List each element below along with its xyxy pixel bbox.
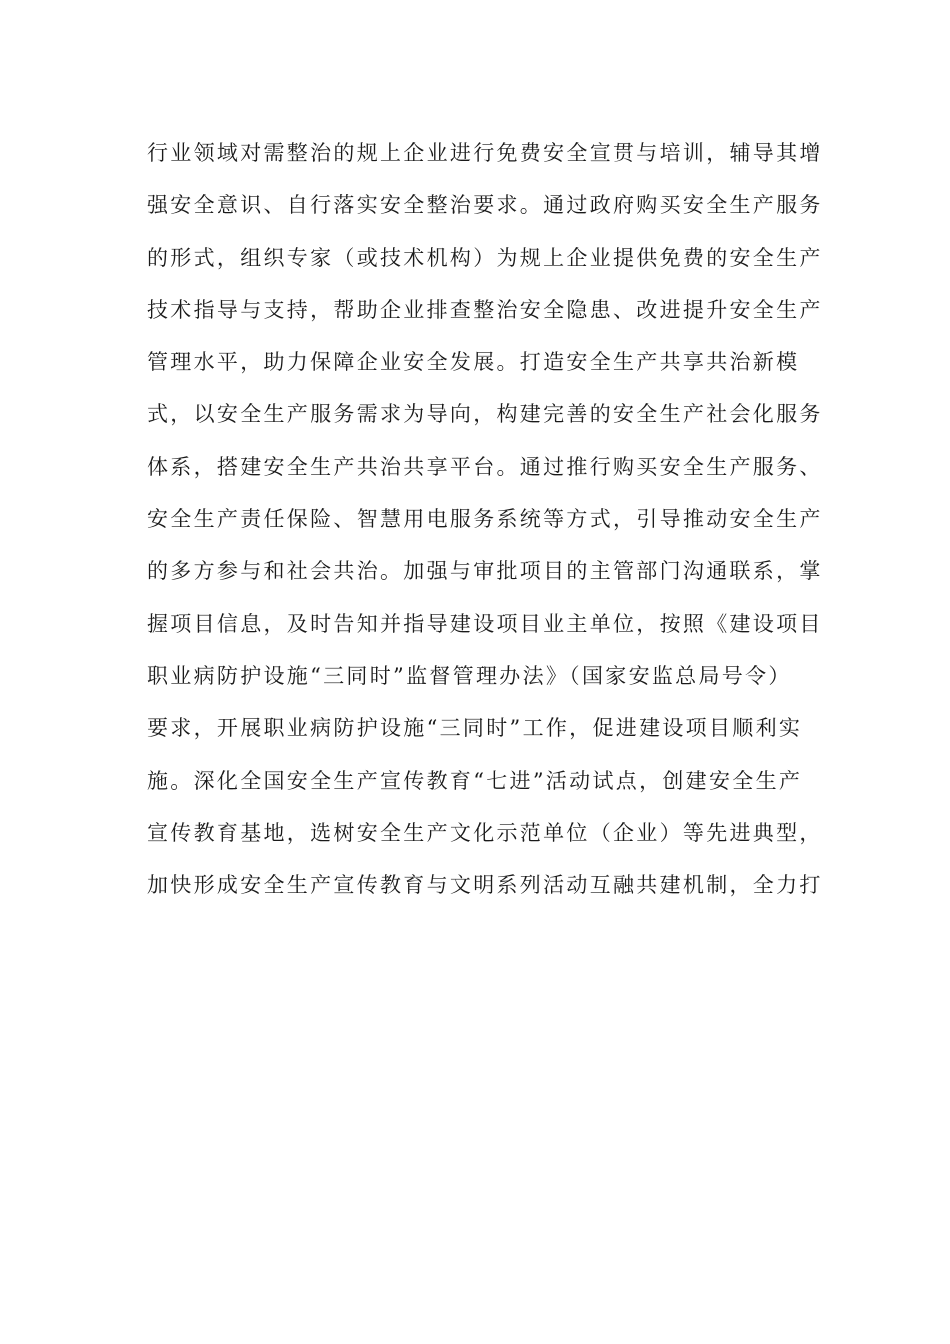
- text-line: 强安全意识、自行落实安全整治要求。通过政府购买安全生产服务: [147, 193, 823, 218]
- text-line: 式，以安全生产服务需求为导向，构建完善的安全生产社会化服务: [147, 402, 823, 427]
- text-line: 的形式，组织专家（或技术机构）为规上企业提供免费的安全生产: [147, 245, 823, 270]
- text-line: 技术指导与支持，帮助企业排查整治安全隐患、改进提升安全生产: [147, 297, 823, 322]
- text-line: 体系，搭建安全生产共治共享平台。通过推行购买安全生产服务、: [147, 454, 823, 479]
- text-line: 握项目信息，及时告知并指导建设项目业主单位，按照《建设项目: [147, 611, 823, 636]
- text-line: 的多方参与和社会共治。加强与审批项目的主管部门沟通联系，掌: [147, 559, 823, 584]
- text-line: 行业领域对需整治的规上企业进行免费安全宣贯与培训，辅导其增: [147, 141, 823, 165]
- text-line: 要求，开展职业病防护设施“三同时”工作，促进建设项目顺利实: [147, 716, 803, 741]
- text-line: 职业病防护设施“三同时”监督管理办法》（国家安监总局号令）: [147, 663, 792, 688]
- text-line: 安全生产责任保险、智慧用电服务系统等方式，引导推动安全生产: [147, 507, 823, 532]
- text-line: 施。深化全国安全生产宣传教育“七进”活动试点，创建安全生产: [147, 768, 803, 793]
- text-line: 管理水平，助力保障企业安全发展。打造安全生产共享共治新模: [147, 350, 800, 375]
- text-line: 宣传教育基地，选树安全生产文化示范单位（企业）等先进典型，: [147, 820, 823, 845]
- text-line: 加快形成安全生产宣传教育与文明系列活动互融共建机制，全力打: [147, 873, 823, 898]
- body-paragraph: [147, 131, 823, 915]
